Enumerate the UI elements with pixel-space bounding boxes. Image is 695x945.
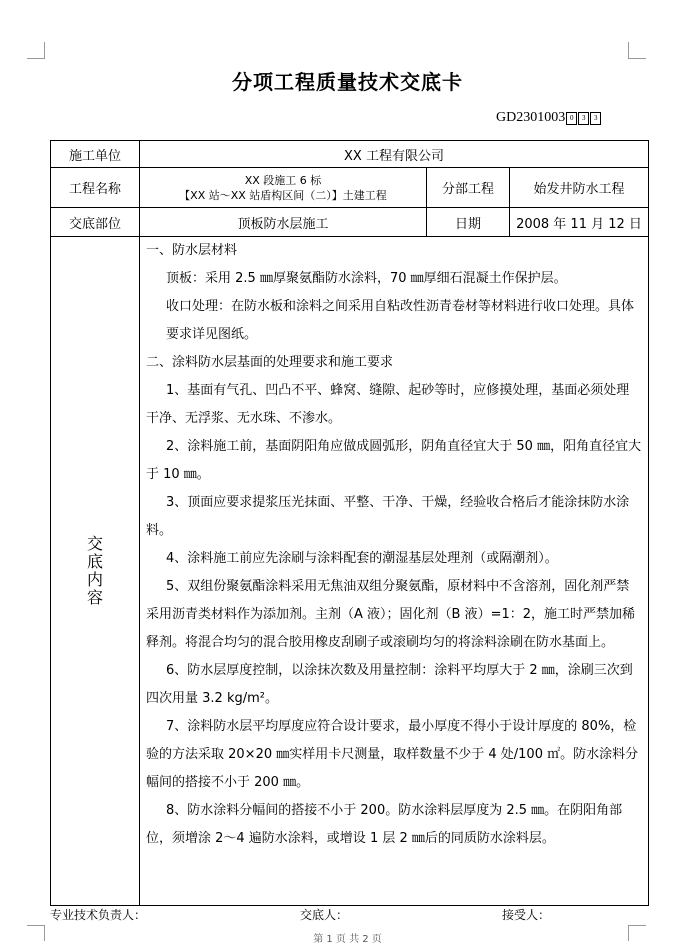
part-label: 交底部位 <box>51 208 140 237</box>
unit-value: XX 工程有限公司 <box>140 141 649 168</box>
requirement-item-8: 8、防水涂料分幅间的搭接不小于 200。防水涂料层厚度为 2.5 ㎜。在阴阳角部位，须增涂 2～4 遍防水涂料，或增设 1 层 2 ㎜后的同质防水涂料层。 <box>146 803 623 846</box>
crop-mark-bottom-right <box>628 925 646 926</box>
project-value-line2: 【XX 站～XX 站盾构区间（二）】土建工程 <box>179 188 387 202</box>
edge-treatment-text: 收口处理：在防水板和涂料之间采用自粘改性沥青卷材等材料进行收口处理。具体 <box>166 299 635 314</box>
project-value-line1: XX 段施工 6 标 <box>244 173 322 187</box>
receiver-label: 接受人： <box>502 908 551 922</box>
requirement-item-6: 6、防水层厚度控制，以涂抹次数及用量控制：涂料平均厚大于 2 ㎜，涂刷三次到四次用量 3.2 kg/m²。 <box>146 663 633 706</box>
roof-material-text: 顶板：采用 2.5 ㎜厚聚氨酯防水涂料，70 ㎜厚细石混凝土作保护层。 <box>166 271 567 286</box>
content-label <box>51 237 140 906</box>
subproject-value: 始发井防水工程 <box>510 168 649 208</box>
document-title: 分项工程质量技术交底卡 <box>232 70 463 94</box>
content-label-char: 交 <box>86 534 103 553</box>
requirement-item-7: 7、涂料防水层平均厚度应符合设计要求，最小厚度不得小于设计厚度的 80%，检验的方法采取 20×20 ㎜实样用卡尺测量，取样数量不少于 4 处/100 ㎡。防水涂料分幅间的搭接不小于 200 ㎜。 <box>146 719 639 790</box>
project-value <box>140 168 427 208</box>
unit-label: 施工单位 <box>51 141 140 168</box>
tech-lead-label: 专业技术负责人： <box>50 908 147 922</box>
part-value: 顶板防水层施工 <box>140 208 427 237</box>
content-label-char: 内 <box>86 570 103 589</box>
document-number-box: 3 <box>590 112 601 125</box>
edge-treatment-text-cont: 要求详见图纸。 <box>166 327 258 342</box>
subproject-label: 分部工程 <box>427 168 510 208</box>
page-indicator: 第 1 页 共 2 页 <box>313 934 382 945</box>
section-heading: 一、防水层材料 <box>146 243 238 258</box>
document-number-box: 3 <box>578 112 589 125</box>
disclosure-card-table <box>50 140 649 906</box>
disclosure-content <box>140 237 649 906</box>
requirement-item-5: 5、双组份聚氨酯涂料采用无焦油双组分聚氨酯，原材料中不含溶剂，固化剂严禁采用沥青类材料作为添加剂。主剂（A 液）；固化剂（B 液）=1：2，施工时严禁加稀释剂。将混合均匀的混合胶用橡皮刮刷子或滚刷均匀的将涂料涂刷在防水基面上。 <box>146 579 636 650</box>
date-label: 日期 <box>427 208 510 237</box>
crop-mark-top-left <box>27 58 45 59</box>
document-number-box: 0 <box>566 112 577 125</box>
date-value: 2008 年 11 月 12 日 <box>510 208 649 237</box>
section-heading: 二、涂料防水层基面的处理要求和施工要求 <box>146 355 394 370</box>
crop-mark-top-right <box>628 42 629 59</box>
crop-mark-top-right <box>628 58 646 59</box>
project-label: 工程名称 <box>51 168 140 208</box>
crop-mark-top-left <box>44 42 45 59</box>
crop-mark-bottom-left <box>27 925 45 926</box>
document-number <box>496 110 601 126</box>
requirement-item-3: 3、顶面应要求提浆压光抹面、平整、干净、干燥，经验收合格后才能涂抹防水涂料。 <box>146 495 630 538</box>
discloser-label: 交底人： <box>300 908 349 922</box>
requirement-item-4: 4、涂料施工前应先涂刷与涂料配套的潮湿基层处理剂（或隔潮剂）。 <box>166 551 558 566</box>
content-label-char: 容 <box>86 588 103 607</box>
requirement-item-2: 2、涂料施工前，基面阴阳角应做成圆弧形，阴角直径宜大于 50 ㎜，阳角直径宜大于 10 ㎜。 <box>146 439 642 482</box>
requirement-item-1: 1、基面有气孔、凹凸不平、蜂窝、缝隙、起砂等时，应修摸处理，基面必须处理干净、无浮浆、无水珠、不渗水。 <box>146 383 630 426</box>
content-label-char: 底 <box>86 552 103 571</box>
document-number-code: GD2301003 <box>496 110 566 125</box>
